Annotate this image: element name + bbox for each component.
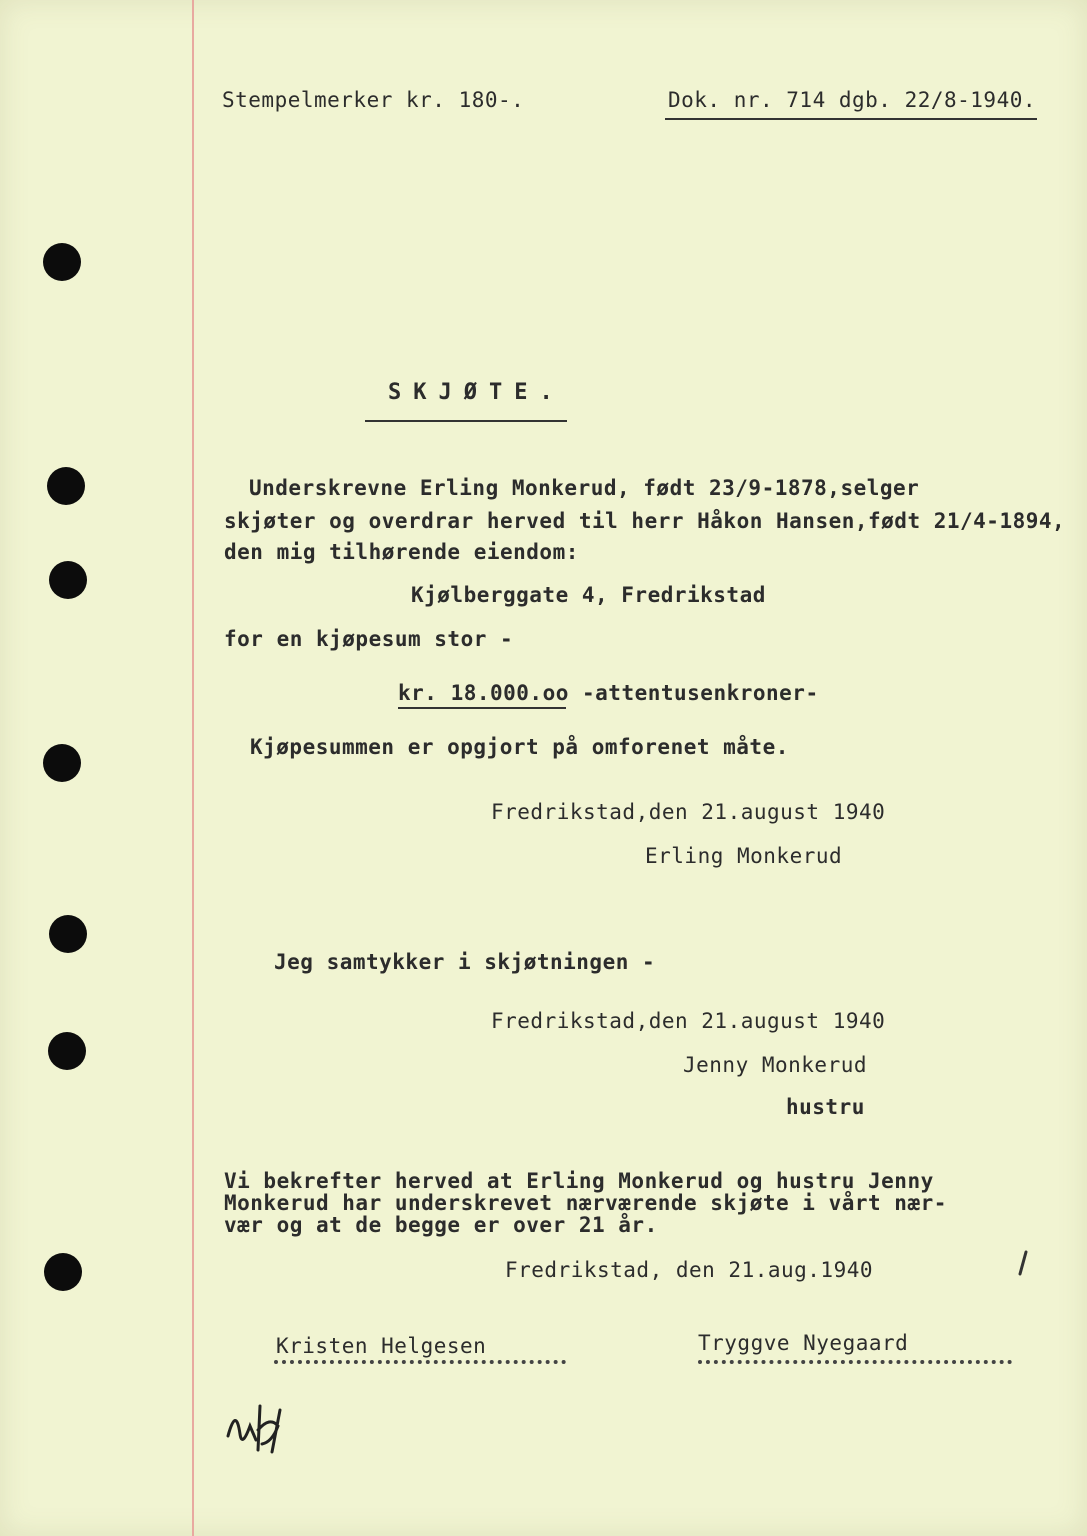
punch-hole — [43, 744, 81, 782]
body-line-1: Underskrevne Erling Monkerud, født 23/9-1878,selger — [249, 476, 920, 500]
price-amount: kr. 18.000.oo — [398, 681, 569, 705]
ink-mark — [1012, 1250, 1032, 1278]
spouse-role: hustru — [786, 1095, 865, 1119]
seller-name: Erling Monkerud — [645, 844, 843, 868]
witness-1-name: Kristen Helgesen — [276, 1334, 487, 1358]
property-address: Kjølberggate 4, Fredrikstad — [411, 583, 766, 607]
witness-place-date: Fredrikstad, den 21.aug.1940 — [505, 1258, 874, 1282]
document-number: Dok. nr. 714 dgb. 22/8-1940. — [668, 88, 1037, 112]
punch-hole — [49, 915, 87, 953]
settlement-note: Kjøpesummen er opgjort på omforenet måte. — [250, 735, 789, 759]
witness-line-3: vær og at de begge er over 21 år. — [224, 1213, 658, 1237]
witness-line-1: Vi bekrefter herved at Erling Monkerud og hustru Jenny — [224, 1169, 934, 1193]
title-underline — [365, 420, 567, 422]
witness-line-2: Monkerud har underskrevet nærværende skjøte i vårt nær- — [224, 1191, 947, 1215]
handwritten-initials — [222, 1396, 292, 1456]
price-line — [398, 681, 819, 705]
price-in-words: -attentusenkroner- — [568, 681, 819, 705]
price-intro: for en kjøpesum stor - — [224, 627, 514, 651]
punch-hole — [47, 467, 85, 505]
witness-2-name: Tryggve Nyegaard — [698, 1331, 909, 1355]
punch-hole — [44, 1253, 82, 1291]
punch-hole — [43, 243, 81, 281]
amount-underline — [398, 707, 566, 709]
header-underline — [665, 118, 1037, 120]
margin-line — [192, 0, 194, 1536]
consent-place-date: Fredrikstad,den 21.august 1940 — [491, 1009, 886, 1033]
stamp-fee: Stempelmerker kr. 180-. — [222, 88, 525, 112]
punch-hole — [49, 561, 87, 599]
document-title: SKJØTE. — [388, 380, 565, 405]
signature-line-1 — [274, 1360, 566, 1364]
body-line-3: den mig tilhørende eiendom: — [224, 540, 579, 564]
body-line-2: skjøter og overdrar herved til herr Håkon Hansen,født 21/4-1894, — [224, 509, 1066, 533]
spouse-name: Jenny Monkerud — [683, 1053, 868, 1077]
seller-place-date: Fredrikstad,den 21.august 1940 — [491, 800, 886, 824]
signature-line-2 — [698, 1360, 1012, 1364]
consent-text: Jeg samtykker i skjøtningen - — [274, 950, 656, 974]
punch-hole — [48, 1032, 86, 1070]
